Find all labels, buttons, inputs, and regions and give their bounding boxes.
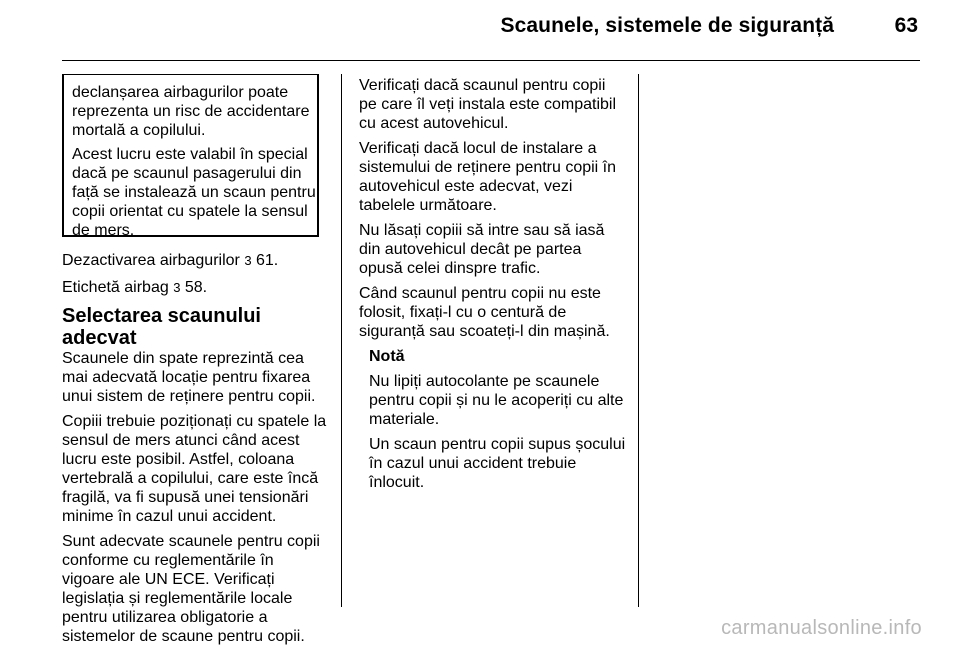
body-paragraph: Când scaunul pentru copii nu este folosit, fixați-l cu o centură de siguranță sau scoateți-l din mașină. (359, 285, 610, 340)
column-divider-left (341, 74, 342, 607)
note-title: Notă (369, 348, 405, 365)
warning-box (62, 74, 319, 237)
left-column (62, 251, 327, 652)
middle-column (359, 76, 626, 498)
note-paragraph: Nu lipiți autocolante pe scaunele pentru copii și nu le acoperiți cu alte materiale. (369, 373, 624, 428)
reference-arrow-icon: 3 (244, 253, 252, 268)
header-rule (62, 60, 920, 61)
body-paragraph: Nu lăsați copiii să intre sau să iasă din autovehicul decât pe partea opusă celei dinspre trafic. (359, 222, 605, 277)
warning-paragraph: Acest lucru este valabil în special dacă pe scaunul pasagerului din față se instalează un scaun pentru copii orientat cu spatele la sensul de mers. (72, 146, 316, 239)
reference-arrow-icon: 3 (173, 280, 181, 295)
body-paragraph: Sunt adecvate scaunele pentru copii conforme cu reglementările în vigoare ale UN ECE. Verificați legislația și reglementările locale pentru utilizarea obligatorie a sistemelor de scaune pentru copii. (62, 533, 320, 645)
watermark: carmanualsonline.info (721, 617, 922, 639)
note-block (369, 347, 626, 492)
cross-reference (62, 278, 327, 297)
page-header-title: Scaunele, sistemele de siguranță (500, 14, 834, 37)
page-number: 63 (894, 14, 918, 37)
reference-page: 58. (184, 279, 208, 296)
reference-text: Etichetă airbag (62, 279, 169, 296)
reference-page: 61. (256, 252, 279, 269)
note-paragraph: Un scaun pentru copii supus șocului în cazul unui accident trebuie înlocuit. (369, 436, 626, 491)
reference-text: Dezactivarea airbagurilor (62, 252, 240, 269)
cross-reference (62, 251, 327, 270)
body-paragraph: Scaunele din spate reprezintă cea mai adecvată locație pentru fixarea unui sistem de reținere pentru copii. (62, 350, 316, 405)
warning-paragraph: declanșarea airbagurilor poate reprezenta un risc de accidentare mortală a copilului. (72, 84, 310, 139)
body-paragraph: Verificați dacă locul de instalare a sistemului de reținere pentru copii în autovehicul este adecvat, vezi tabelele următoare. (359, 140, 617, 214)
body-paragraph: Verificați dacă scaunul pentru copii pe care îl veți instala este compatibil cu acest autovehicul. (359, 77, 617, 132)
column-divider-right (638, 74, 639, 607)
body-paragraph: Copiii trebuie poziționați cu spatele la sensul de mers atunci când acest lucru este posibil. Astfel, coloana vertebrală a copilului, care este încă fragilă, va fi supusă unei tensionări minime în cazul unui accident. (62, 413, 327, 525)
section-heading: Selectarea scaunului adecvat (62, 305, 261, 349)
